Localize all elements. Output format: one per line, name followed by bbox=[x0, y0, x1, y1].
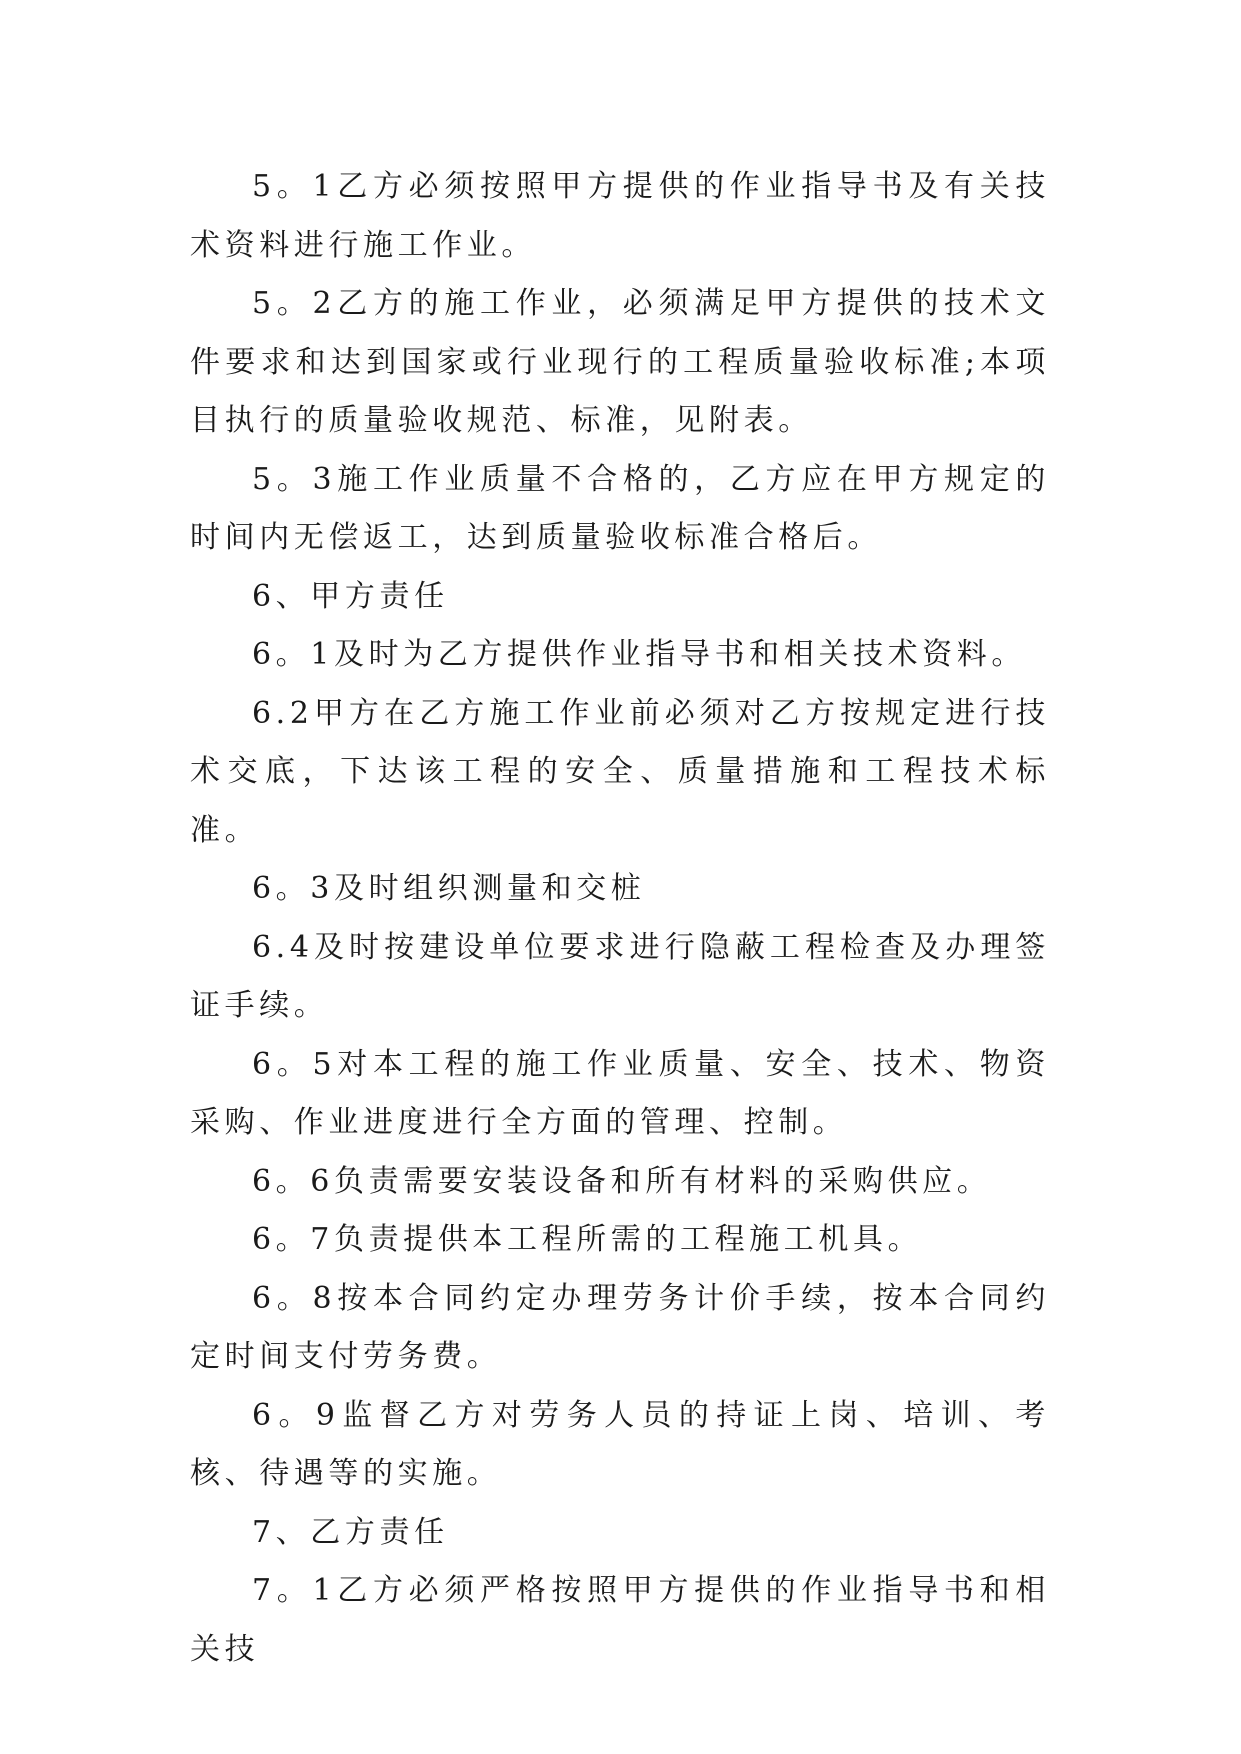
paragraph-6-2: 6.2甲方在乙方施工作业前必须对乙方按规定进行技术交底，下达该工程的安全、质量措施和工程技术标准。 bbox=[190, 695, 1050, 848]
document-body bbox=[190, 158, 1050, 1679]
paragraph-6-8: 6。8按本合同约定办理劳务计价手续，按本合同约定时间支付劳务费。 bbox=[190, 1280, 1050, 1374]
paragraph-5-1: 5。1乙方必须按照甲方提供的作业指导书及有关技术资料进行施工作业。 bbox=[190, 169, 1050, 263]
paragraph-6-6: 6。6负责需要安装设备和所有材料的采购供应。 bbox=[252, 1163, 992, 1199]
paragraph-6-3: 6。3及时组织测量和交桩 bbox=[252, 871, 646, 906]
paragraph-5-3: 5。3施工作业质量不合格的，乙方应在甲方规定的时间内无偿返工，达到质量验收标准合格后。 bbox=[190, 461, 1050, 555]
paragraph-6-7: 6。7负责提供本工程所需的工程施工机具。 bbox=[252, 1222, 923, 1257]
paragraph-5-2: 5。2乙方的施工作业，必须满足甲方提供的技术文件要求和达到国家或行业现行的工程质量验收标准;本项目执行的质量验收规范、标准，见附表。 bbox=[190, 286, 1050, 438]
section-heading-7: 7、乙方责任 bbox=[252, 1514, 449, 1550]
paragraph-7-1: 7。1乙方必须严格按照甲方提供的作业指导书和相关技 bbox=[190, 1573, 1050, 1667]
paragraph-6-9: 6。9监督乙方对劳务人员的持证上岗、培训、考核、待遇等的实施。 bbox=[190, 1397, 1050, 1491]
paragraph-6-1: 6。1及时为乙方提供作业指导书和相关技术资料。 bbox=[252, 637, 1026, 672]
section-heading-6: 6、甲方责任 bbox=[252, 578, 449, 614]
paragraph-6-5: 6。5对本工程的施工作业质量、安全、技术、物资采购、作业进度进行全方面的管理、控制。 bbox=[190, 1046, 1050, 1140]
paragraph-6-4: 6.4及时按建设单位要求进行隐蔽工程检查及办理签证手续。 bbox=[190, 929, 1050, 1023]
